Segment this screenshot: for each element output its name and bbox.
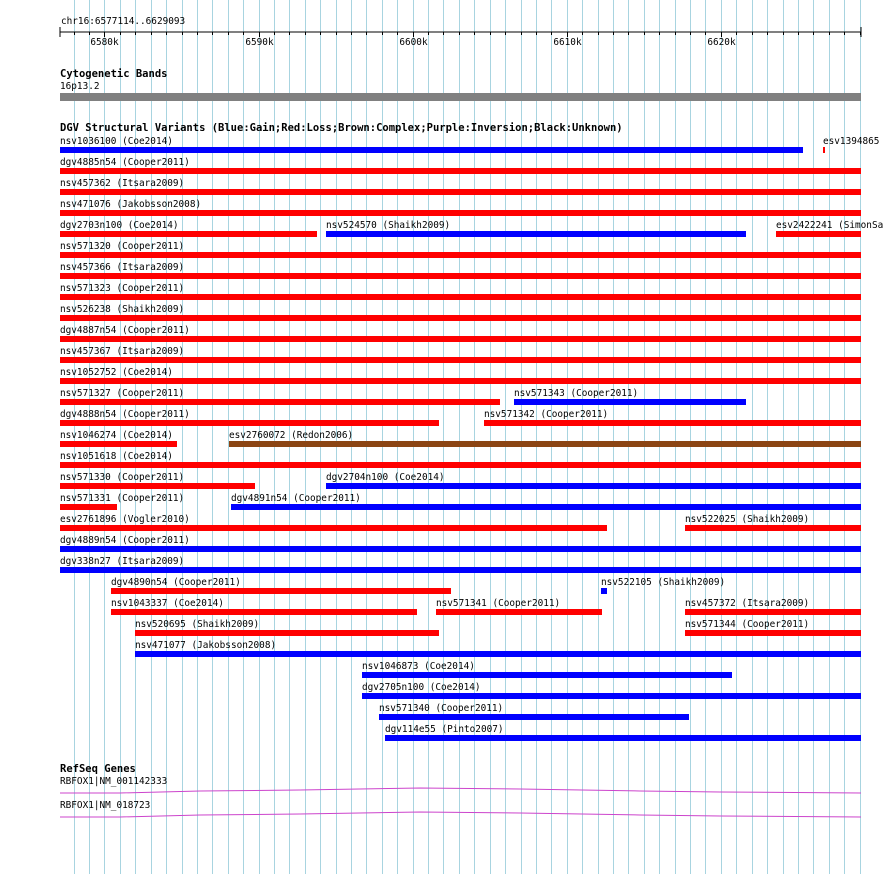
sv-feature-label[interactable]: nsv526238 (Shaikh2009) <box>60 304 185 315</box>
sv-feature-bar[interactable] <box>135 630 439 636</box>
sv-feature-bar[interactable] <box>60 357 861 363</box>
sv-feature-label[interactable]: nsv471076 (Jakobsson2008) <box>60 199 202 210</box>
gene-model[interactable] <box>60 812 861 817</box>
sv-feature-label[interactable]: nsv520695 (Shaikh2009) <box>135 619 260 630</box>
sv-feature-bar[interactable] <box>326 483 861 489</box>
region-label: chr16:6577114..6629093 <box>61 16 186 27</box>
sv-feature-label[interactable]: nsv1046274 (Coe2014) <box>60 430 173 441</box>
sv-feature-bar[interactable] <box>60 168 861 174</box>
sv-feature-bar[interactable] <box>60 252 861 258</box>
sv-feature-label[interactable]: dgv2703n100 (Coe2014) <box>60 220 179 231</box>
sv-feature[interactable] <box>60 409 439 426</box>
sv-feature-label[interactable]: nsv571343 (Cooper2011) <box>514 388 639 399</box>
sv-feature-bar[interactable] <box>685 609 861 615</box>
tick-label: 6610k <box>553 37 582 48</box>
sv-feature-label[interactable]: nsv457362 (Itsara2009) <box>60 178 185 189</box>
sv-feature-bar[interactable] <box>601 588 607 594</box>
sv-feature-bar[interactable] <box>823 147 825 153</box>
gene-label[interactable]: RBFOX1|NM_001142333 <box>60 776 168 787</box>
sv-feature-bar[interactable] <box>685 630 861 636</box>
gene-label[interactable]: RBFOX1|NM_018723 <box>60 800 151 811</box>
gene-rbfox1-1[interactable] <box>60 776 861 793</box>
cytoband-track[interactable] <box>60 68 861 101</box>
refseq-track[interactable] <box>60 763 861 817</box>
sv-feature-label[interactable]: dgv4891n54 (Cooper2011) <box>231 493 361 504</box>
sv-feature-bar[interactable] <box>362 693 861 699</box>
sv-feature[interactable] <box>60 367 861 384</box>
sv-feature-bar[interactable] <box>385 735 861 741</box>
sv-feature[interactable] <box>60 493 184 510</box>
sv-feature-label[interactable]: nsv522025 (Shaikh2009) <box>685 514 810 525</box>
sv-feature-bar[interactable] <box>484 420 861 426</box>
sv-feature[interactable] <box>135 619 439 636</box>
sv-feature-label[interactable]: nsv571331 (Cooper2011) <box>60 493 185 504</box>
sv-feature-bar[interactable] <box>60 399 500 405</box>
sv-feature-bar[interactable] <box>362 672 732 678</box>
sv-feature[interactable] <box>60 178 861 195</box>
sv-feature-label[interactable]: nsv1051618 (Coe2014) <box>60 451 173 462</box>
sv-feature[interactable] <box>60 451 861 468</box>
sv-feature-bar[interactable] <box>60 210 861 216</box>
sv-feature-bar[interactable] <box>60 504 117 510</box>
cytoband-bar[interactable] <box>60 93 861 101</box>
sv-feature-bar[interactable] <box>436 609 602 615</box>
sv-feature[interactable] <box>385 724 861 741</box>
sv-feature-label[interactable]: nsv571342 (Cooper2011) <box>484 409 609 420</box>
sv-feature-label[interactable]: nsv522105 (Shaikh2009) <box>601 577 726 588</box>
sv-feature-label[interactable]: dgv4888n54 (Cooper2011) <box>60 409 190 420</box>
sv-feature[interactable] <box>685 514 861 531</box>
sv-feature-bar[interactable] <box>60 189 861 195</box>
sv-feature[interactable] <box>60 304 861 321</box>
sv-feature-bar[interactable] <box>60 147 803 153</box>
sv-feature-label[interactable]: nsv1043337 (Coe2014) <box>111 598 224 609</box>
sv-feature-bar[interactable] <box>60 525 607 531</box>
sv-feature-label[interactable]: nsv457367 (Itsara2009) <box>60 346 185 357</box>
sv-feature[interactable] <box>111 598 417 615</box>
sv-feature-bar[interactable] <box>111 609 417 615</box>
sv-feature[interactable] <box>776 220 883 237</box>
sv-feature-label[interactable]: dgv338n27 (Itsara2009) <box>60 556 185 567</box>
sv-feature-bar[interactable] <box>685 525 861 531</box>
sv-feature[interactable] <box>514 388 746 405</box>
sv-feature[interactable] <box>436 598 602 615</box>
sv-feature[interactable] <box>326 220 746 237</box>
sv-feature-label[interactable]: dgv4885n54 (Cooper2011) <box>60 157 190 168</box>
sv-feature[interactable] <box>685 619 861 636</box>
sv-feature[interactable] <box>362 682 861 699</box>
gene-rbfox1-2[interactable] <box>60 800 861 817</box>
sv-feature-label[interactable]: dgv4889n54 (Cooper2011) <box>60 535 190 546</box>
sv-feature-label[interactable]: dgv2705n100 (Coe2014) <box>362 682 481 693</box>
tick-label: 6620k <box>707 37 736 48</box>
sv-feature[interactable] <box>60 472 255 489</box>
tick-label: 6600k <box>399 37 428 48</box>
sv-feature[interactable] <box>229 430 861 447</box>
sv-feature-bar[interactable] <box>514 399 746 405</box>
sv-feature-label[interactable]: nsv524570 (Shaikh2009) <box>326 220 451 231</box>
sv-feature[interactable] <box>60 514 607 531</box>
sv-feature-label[interactable]: esv2761896 (Vogler2010) <box>60 514 190 525</box>
sv-feature[interactable] <box>60 199 861 216</box>
sv-feature[interactable] <box>60 241 861 258</box>
sv-feature[interactable] <box>111 577 451 594</box>
sv-feature[interactable] <box>60 430 177 447</box>
sv-feature[interactable] <box>60 157 861 174</box>
sv-feature-bar[interactable] <box>60 273 861 279</box>
sv-feature-label[interactable]: nsv1046873 (Coe2014) <box>362 661 475 672</box>
sv-feature-bar[interactable] <box>111 588 451 594</box>
sv-feature[interactable] <box>326 472 861 489</box>
sv-feature-bar[interactable] <box>326 231 746 237</box>
sv-feature-bar[interactable] <box>60 294 861 300</box>
sv-feature[interactable] <box>231 493 861 510</box>
sv-feature-label[interactable]: nsv1052752 (Coe2014) <box>60 367 173 378</box>
sv-feature-label[interactable]: dgv114e55 (Pinto2007) <box>385 724 504 735</box>
sv-feature[interactable] <box>60 220 317 237</box>
sv-feature[interactable] <box>60 262 861 279</box>
sv-feature-label[interactable]: nsv457366 (Itsara2009) <box>60 262 185 273</box>
sv-feature[interactable] <box>135 640 861 657</box>
sv-feature[interactable] <box>685 598 861 615</box>
sv-feature[interactable] <box>60 535 861 552</box>
sv-feature-label[interactable]: dgv4887n54 (Cooper2011) <box>60 325 190 336</box>
sv-feature-bar[interactable] <box>60 336 861 342</box>
sv-feature-label[interactable]: nsv1036100 (Coe2014) <box>60 136 173 147</box>
sv-feature-label[interactable]: dgv4890n54 (Cooper2011) <box>111 577 241 588</box>
cytoband-label: 16p13.2 <box>60 81 100 92</box>
sv-feature-label[interactable]: nsv571320 (Cooper2011) <box>60 241 185 252</box>
sv-feature-bar[interactable] <box>60 462 861 468</box>
tick-label: 6580k <box>90 37 119 48</box>
sv-feature-bar[interactable] <box>60 231 317 237</box>
gene-model[interactable] <box>60 788 861 793</box>
sv-feature[interactable] <box>823 136 879 153</box>
sv-feature-label[interactable]: nsv571323 (Cooper2011) <box>60 283 185 294</box>
sv-feature[interactable] <box>60 136 803 153</box>
sv-feature-label[interactable]: nsv571344 (Cooper2011) <box>685 619 810 630</box>
sv-feature-bar[interactable] <box>60 441 177 447</box>
sv-feature-label[interactable]: nsv471077 (Jakobsson2008) <box>135 640 277 651</box>
sv-feature-label[interactable]: dgv2704n100 (Coe2014) <box>326 472 445 483</box>
sv-feature-label[interactable]: esv2760072 (Redon2006) <box>229 430 354 441</box>
sv-feature[interactable] <box>60 283 861 300</box>
sv-feature-bar[interactable] <box>776 231 861 237</box>
tick-label: 6590k <box>245 37 274 48</box>
sv-feature[interactable] <box>601 577 725 594</box>
sv-feature-label[interactable]: nsv571341 (Cooper2011) <box>436 598 561 609</box>
sv-feature[interactable] <box>362 661 732 678</box>
sv-feature-label[interactable]: nsv571340 (Cooper2011) <box>379 703 504 714</box>
ruler <box>60 16 861 48</box>
sv-feature-label[interactable]: esv2422241 (SimonSa <box>776 220 884 231</box>
sv-feature-label[interactable]: nsv457372 (Itsara2009) <box>685 598 810 609</box>
sv-feature-label[interactable]: nsv571327 (Cooper2011) <box>60 388 185 399</box>
sv-feature-bar[interactable] <box>60 378 861 384</box>
sv-feature[interactable] <box>60 346 861 363</box>
sv-feature-label[interactable]: esv1394865 <box>823 136 880 147</box>
sv-feature-bar[interactable] <box>229 441 861 447</box>
sv-feature-bar[interactable] <box>231 504 861 510</box>
sv-feature-bar[interactable] <box>60 567 861 573</box>
sv-feature[interactable] <box>60 556 861 573</box>
refseq-track-title[interactable]: RefSeq Genes <box>60 763 136 775</box>
ruler-ticks <box>75 32 861 48</box>
sv-feature-label[interactable]: nsv571330 (Cooper2011) <box>60 472 185 483</box>
sv-feature-bar[interactable] <box>60 315 861 321</box>
sv-feature[interactable] <box>60 388 500 405</box>
sv-feature-bar[interactable] <box>60 420 439 426</box>
dgv-track-title[interactable]: DGV Structural Variants (Blue:Gain;Red:Loss;Brown:Complex;Purple:Inversion;Black:Unknown) <box>60 122 623 134</box>
dgv-track[interactable] <box>60 122 883 741</box>
cytoband-track-title[interactable]: Cytogenetic Bands <box>60 68 168 80</box>
sv-feature[interactable] <box>484 409 861 426</box>
dgv-features <box>60 136 883 741</box>
sv-feature[interactable] <box>60 325 861 342</box>
sv-feature[interactable] <box>379 703 689 720</box>
sv-feature-bar[interactable] <box>60 546 861 552</box>
sv-feature-bar[interactable] <box>135 651 861 657</box>
sv-feature-bar[interactable] <box>60 483 255 489</box>
sv-feature-bar[interactable] <box>379 714 689 720</box>
